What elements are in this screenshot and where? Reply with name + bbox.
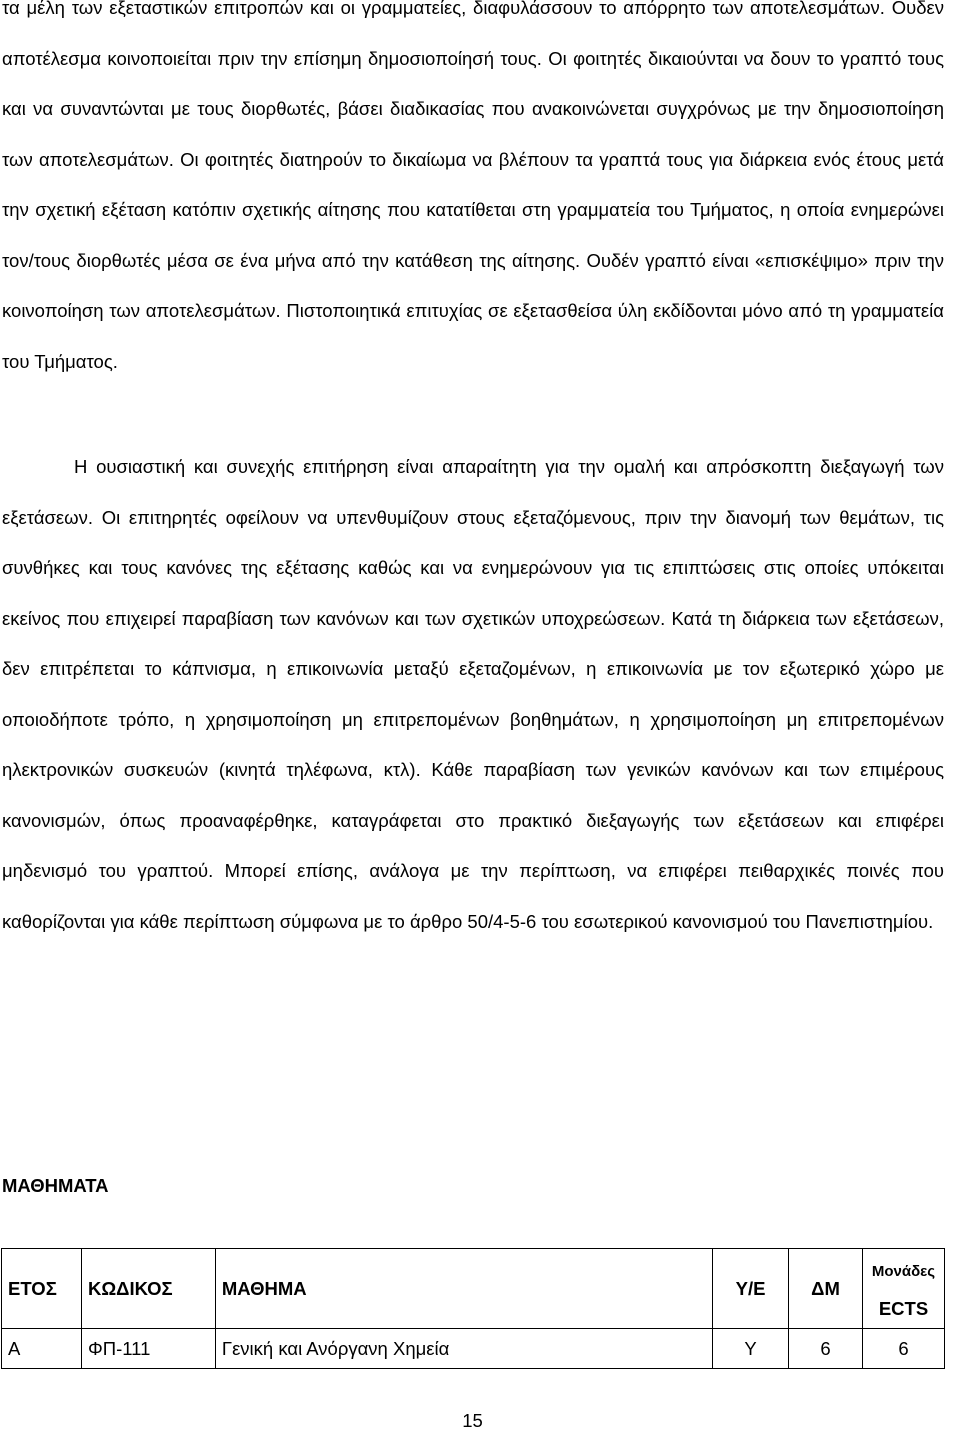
header-dm: ΔΜ [789, 1249, 863, 1329]
header-year: ΕΤΟΣ [2, 1249, 82, 1329]
header-code: ΚΩΔΙΚΟΣ [81, 1249, 215, 1329]
cell-dm: 6 [789, 1329, 863, 1369]
cell-year: Α [2, 1329, 82, 1369]
cell-course: Γενική και Ανόργανη Χημεία [215, 1329, 712, 1369]
table-header-row [2, 1249, 945, 1329]
section-heading-courses: ΜΑΘΗΜΑΤΑ [2, 1175, 109, 1196]
paragraph-exam-supervision: Η ουσιαστική και συνεχής επιτήρηση είναι απαραίτητη για την ομαλή και απρόσκοπτη διεξαγωγή των εξετάσεων. Οι επιτηρητές οφείλουν να υπενθυμίζουν στους εξεταζόμενους, πριν την διανομή των θεμάτων, τις συνθήκες και τους κανόνες της εξέτασης καθώς και να ενημερώνουν για τις επιπτώσεις στις οποίες υπόκειται εκείνος που επιχειρεί παραβίαση των κανόνων και των σχετικών υποχρεώσεων. Κατά τη διάρκεια των εξετάσεων, δεν επιτρέπεται το κάπνισμα, η επικοινωνία μεταξύ εξεταζομένων, η επικοινωνία με τον εξωτερικό χώρο με οποιοδήποτε τρόπο, η χρησιμοποίηση μη επιτρεπομένων βοηθημάτων, η χρησιμοποίηση μη επιτρεπομένων ηλεκτρονικών συσκευών (κινητά τηλέφωνα, κτλ). Κάθε παραβίαση των γενικών κανόνων και των επιμέρους κανονισμών, όπως προαναφέρθηκε, καταγράφεται στο πρακτικό διεξαγωγής των εξετάσεων και επιφέρει μηδενισμό του γραπτού. Μπορεί επίσης, ανάλογα με την περίπτωση, να επιφέρει πειθαρχικές ποινές που καθορίζονται για κάθε περίπτωση σύμφωνα με το άρθρο 50/4-5-6 του εσωτερικού κανονισμού του Πανεπιστημίου. [2, 456, 944, 932]
page-number: 15 [462, 1410, 483, 1431]
header-type: Υ/Ε [713, 1249, 789, 1329]
paragraph-exam-results: τα μέλη των εξεταστικών επιτροπών και οι γραμματείες, διαφυλάσσουν το απόρρητο των αποτελεσμάτων. Ουδεν αποτέλεσμα κοινοποιείται πριν την επίσημη δημοσιοποίησή τους. Οι φοιτητές δικαιούνται να δουν το γραπτό τους και να συναντώνται με τους διορθωτές, βάσει διαδικασίας που ανακοινώνεται συγχρόνως με την δημοσιοποίηση των αποτελεσμάτων. Οι φοιτητές διατηρούν το δικαίωμα να βλέπουν τα γραπτά τους για διάρκεια ενός έτους μετά την σχετική εξέταση κατόπιν σχετικής αίτησης που κατατίθεται στη γραμματεία του Τμήματος, η οποία ενημερώνει τον/τους διορθωτές μέσα σε ένα μήνα από την κατάθεση της αίτησης. Ουδέν γραπτό είναι «επισκέψιμο» πριν την κοινοποίηση των αποτελεσμάτων. Πιστοποιητικά επιτυχίας σε εξετασθείσα ύλη εκδίδονται μόνο από τη γραμματεία του Τμήματος. [2, 0, 944, 372]
cell-code: ΦΠ-111 [81, 1329, 215, 1369]
header-ects [862, 1249, 944, 1329]
table-row [2, 1329, 945, 1369]
header-ects-label: ECTS [878, 1297, 929, 1319]
header-ects-units: Μονάδες [871, 1262, 936, 1280]
cell-type: Υ [713, 1329, 789, 1369]
courses-table [1, 1248, 945, 1369]
cell-ects: 6 [862, 1329, 944, 1369]
header-course: ΜΑΘΗΜΑ [215, 1249, 712, 1329]
